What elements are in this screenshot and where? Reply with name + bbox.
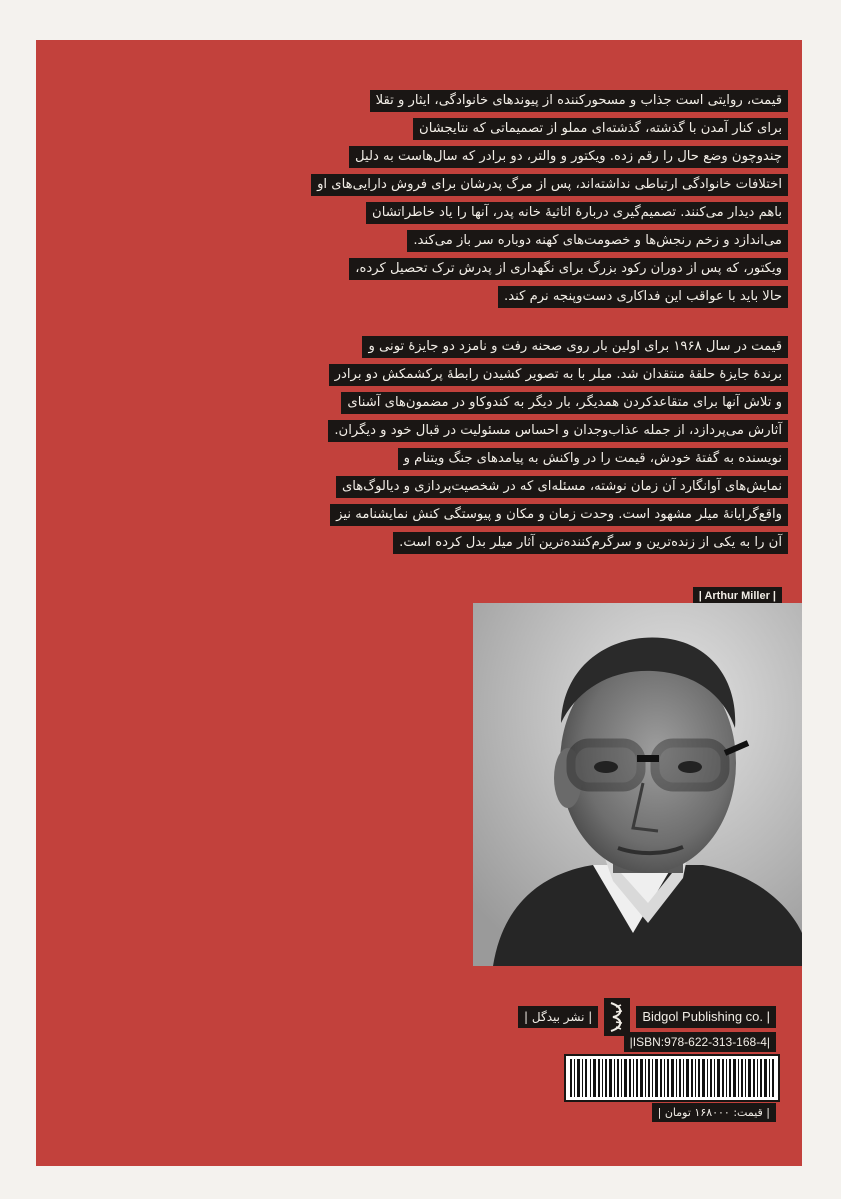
author-photo [473, 603, 802, 966]
blurb-line: نویسنده به گفتهٔ خودش، قیمت را در واکنش به پیامدهای جنگ ویتنام و [56, 448, 788, 470]
blurb-line: آن را به یکی از زنده‌ترین و سرگرم‌کننده‌ترین آثار میلر بدل کرده است. [56, 532, 788, 554]
blurb-line: و تلاش آنها برای متقاعدکردن همدیگر، بار دیگر به کندوکاو در مضمون‌های آشنای [56, 392, 788, 414]
price-label: | قیمت: ۱۶۸۰۰۰ تومان | [652, 1103, 776, 1122]
blurb-line: اختلافات خانوادگی ارتباطی نداشته‌اند، پس از مرگ پدرشان برای فروش دارایی‌های او [56, 174, 788, 196]
blurb-line: برندهٔ جایزهٔ حلقهٔ منتقدان شد. میلر با به تصویر کشیدن رابطهٔ پرکشمکش دو برادر [56, 364, 788, 386]
blurb-line: می‌اندازد و زخم رنجش‌ها و خصومت‌های کهنه دوباره سر باز می‌کند. [56, 230, 788, 252]
publisher-name-fa: | نشر بیدگل | [518, 1006, 598, 1028]
blurb-line: نمایش‌های آوانگارد آن زمان نوشته، مسئله‌ای که در شخصیت‌پردازی و دیالوگ‌های [56, 476, 788, 498]
publisher-block [518, 998, 776, 1036]
author-name-label: | Arthur Miller | [693, 587, 782, 605]
publisher-name-en: Bidgol Publishing co. | [636, 1006, 776, 1028]
blurb-line: قیمت در سال ۱۹۶۸ برای اولین بار روی صحنه رفت و نامزد دو جایزهٔ تونی و [56, 336, 788, 358]
blurb-line: باهم دیدار می‌کنند. تصمیم‌گیری دربارهٔ اثاثیهٔ خانه پدر، آنها را یاد خاطراتشان [56, 202, 788, 224]
blurb-line: برای کنار آمدن با گذشته، گذشته‌ای مملو از تصمیماتی که نتایجشان [56, 118, 788, 140]
blurb-line: واقع‌گرایانهٔ میلر مشهود است. وحدت زمان و مکان و پیوستگی کنش نمایشنامه نیز [56, 504, 788, 526]
blurb-line: آثارش می‌پردازد، از جمله عذاب‌وجدان و احساس مسئولیت در قبال خود و دیگران. [56, 420, 788, 442]
isbn-label: |ISBN:978-622-313-168-4| [624, 1032, 776, 1052]
barcode [564, 1054, 780, 1102]
blurb-line: حالا باید با عواقب این فداکاری دست‌وپنجه نرم کند. [56, 286, 788, 308]
blurb-line: ویکتور، که پس از دوران رکود بزرگ برای نگهداری از پدرش ترک تحصیل کرده، [56, 258, 788, 280]
back-cover [36, 40, 802, 1166]
blurb-line: قیمت، روایتی است جذاب و مسحورکننده از پیوندهای خانوادگی، ایثار و تقلا [56, 90, 788, 112]
blurb-line: چندوچون وضع حال را رقم زده. ویکتور و والتر، دو برادر که سال‌هاست به دلیل [56, 146, 788, 168]
blurb-text [56, 90, 788, 560]
publisher-logo-icon [604, 998, 630, 1036]
